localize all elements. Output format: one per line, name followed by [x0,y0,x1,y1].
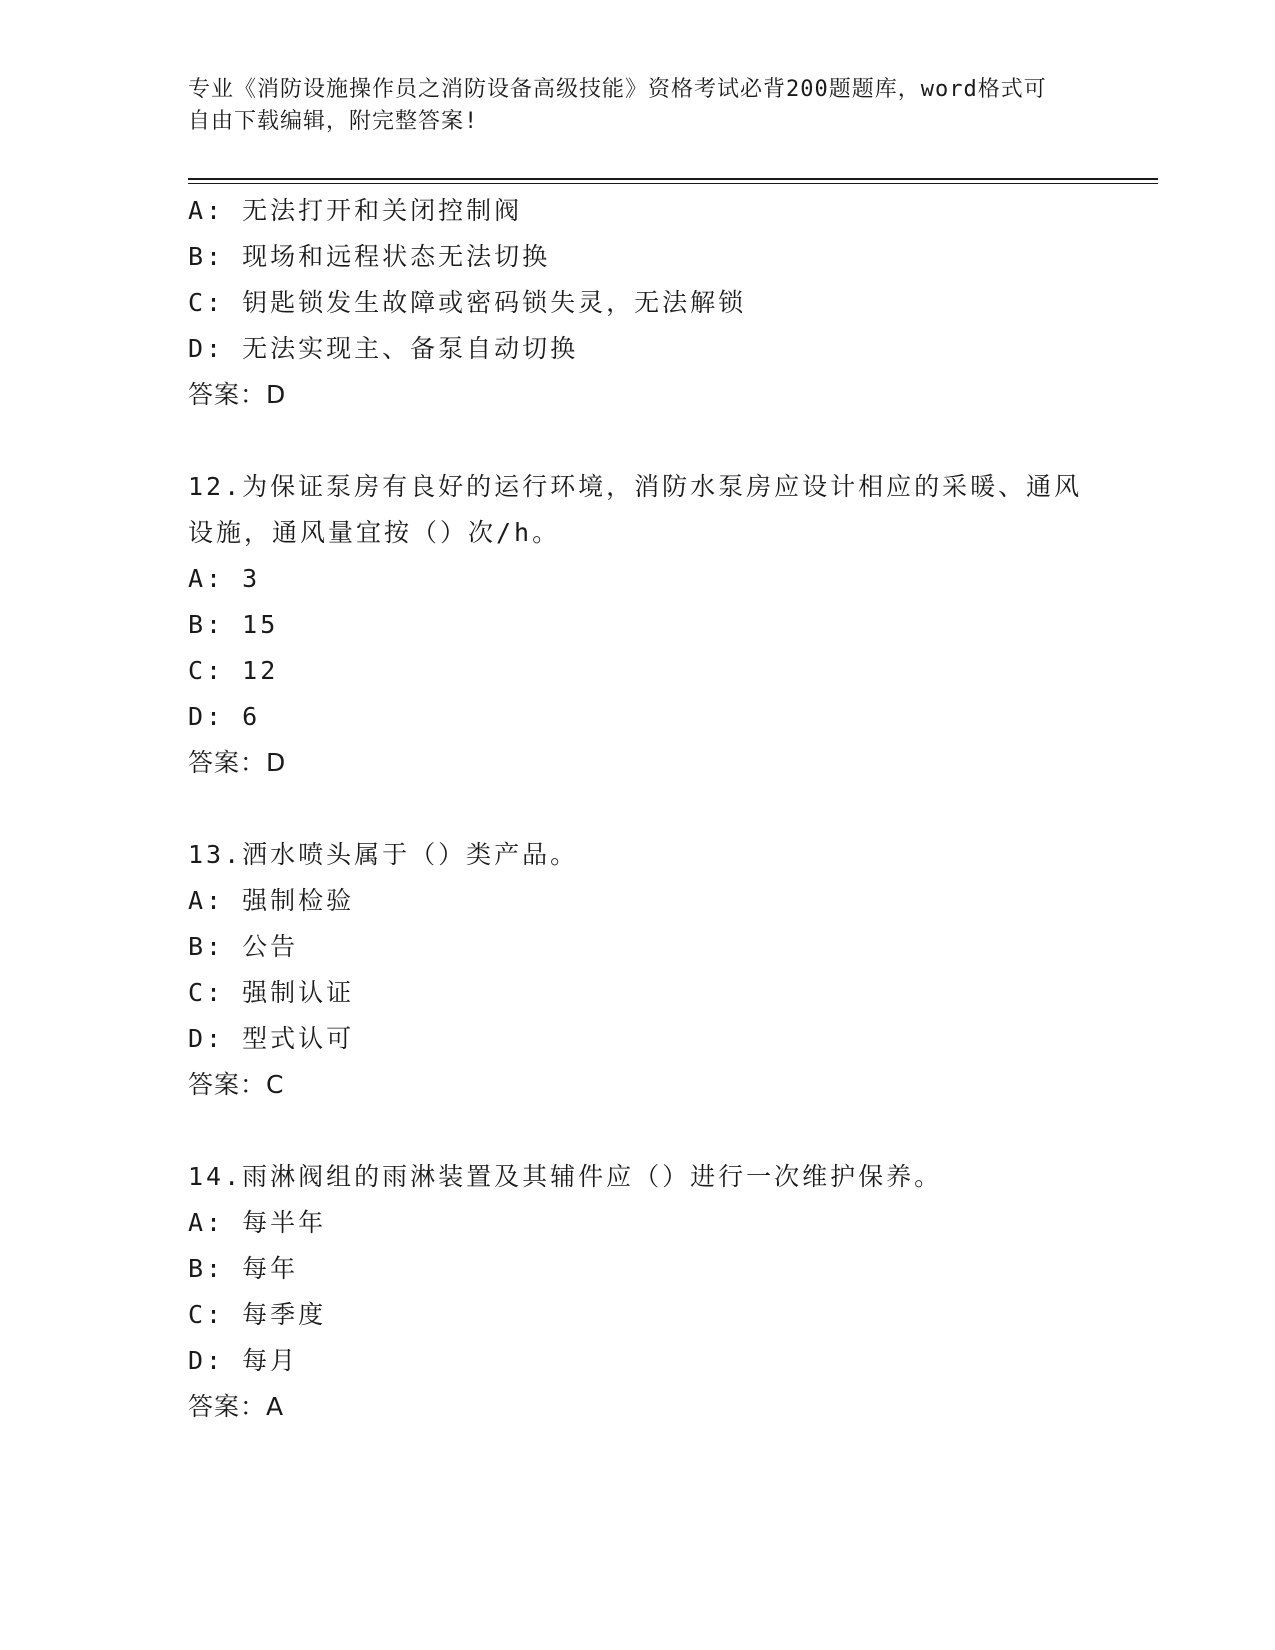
option-d: D: 6 [188,702,261,731]
question-stem: 13.洒水喷头属于（）类产品。 [188,840,579,869]
option-a: A: 3 [188,564,261,593]
spacer [188,786,1088,832]
document-header: 专业《消防设施操作员之消防设备高级技能》资格考试必背200题题库，word格式可自由下载编辑，附完整答案! [188,77,1047,134]
question-13 [188,832,1088,1108]
option-b: B: 每年 [188,1254,299,1283]
answer: 答案：A [188,1392,285,1421]
answer: 答案：D [188,748,287,777]
option-c: C: 强制认证 [188,978,355,1007]
option-c: C: 每季度 [188,1300,327,1329]
question-11 [188,188,1088,418]
option-a: A: 无法打开和关闭控制阀 [188,196,523,225]
answer: 答案：C [188,1070,285,1099]
answer: 答案：D [188,380,287,409]
header-divider-thin [188,183,1158,184]
option-d: D: 型式认可 [188,1024,355,1053]
option-b: B: 公告 [188,932,299,961]
spacer [188,418,1088,464]
question-stem: 14.雨淋阀组的雨淋装置及其辅件应（）进行一次维护保养。 [188,1162,943,1191]
option-a: A: 强制检验 [188,886,355,915]
header-divider [188,178,1158,180]
question-12 [188,464,1088,786]
option-d: D: 无法实现主、备泵自动切换 [188,334,579,363]
question-list [188,188,1088,1430]
option-a: A: 每半年 [188,1208,327,1237]
option-c: C: 钥匙锁发生故障或密码锁失灵，无法解锁 [188,288,747,317]
question-14 [188,1154,1088,1430]
question-stem: 12.为保证泵房有良好的运行环境，消防水泵房应设计相应的采暖、通风设施，通风量宜按（）次/h。 [188,472,1083,547]
option-b: B: 现场和远程状态无法切换 [188,242,551,271]
spacer [188,1108,1088,1154]
option-c: C: 12 [188,656,279,685]
option-b: B: 15 [188,610,279,639]
option-d: D: 每月 [188,1346,299,1375]
